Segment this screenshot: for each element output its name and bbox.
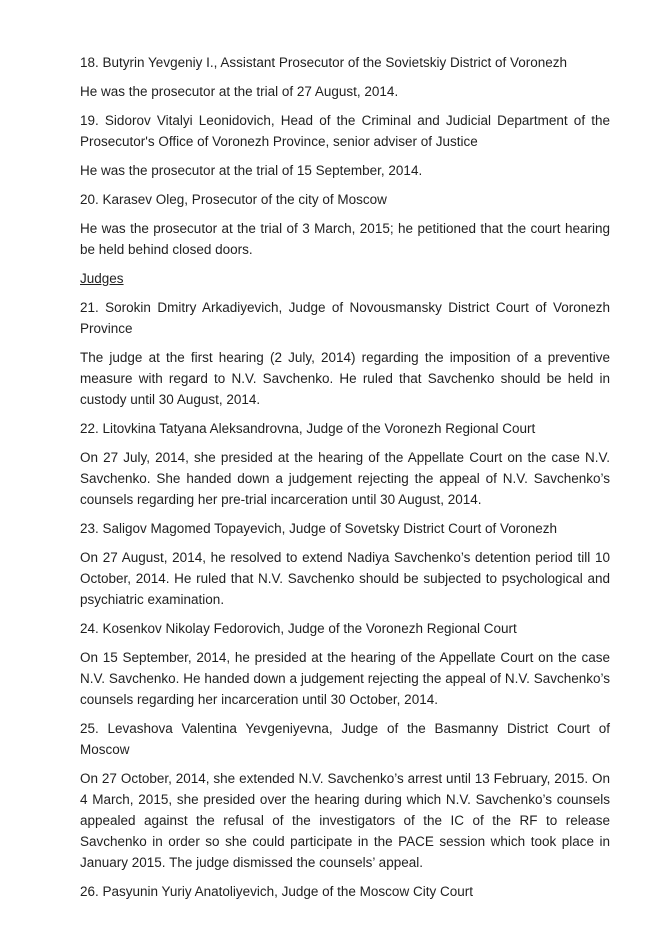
entry-21-detail: The judge at the first hearing (2 July, 2014) regarding the imposition of a preventive measure with regard to N.V. Savchenko. He ruled that Savchenko should be held in custody until 30 August, 2014. bbox=[80, 350, 610, 407]
judges-section-heading: Judges bbox=[80, 271, 124, 286]
entry-20-detail: He was the prosecutor at the trial of 3 March, 2015; he petitioned that the court hearing be held behind closed doors. bbox=[80, 221, 610, 257]
entry-19-detail: He was the prosecutor at the trial of 15 September, 2014. bbox=[80, 163, 423, 178]
entry-18-butyrin: 18. Butyrin Yevgeniy I., Assistant Prosecutor of the Sovietskiy District of Voronezh bbox=[80, 55, 567, 70]
entry-22-litovkina: 22. Litovkina Tatyana Aleksandrovna, Judge of the Voronezh Regional Court bbox=[80, 421, 536, 436]
entry-22-detail: On 27 July, 2014, she presided at the hearing of the Appellate Court on the case N.V. Savchenko. She handed down a judgement rejecting the appeal of N.V. Savchenko’s counsels regarding her pre-trial incarceration until 30 August, 2014. bbox=[80, 450, 610, 507]
entry-25-levashova: 25. Levashova Valentina Yevgeniyevna, Judge of the Basmanny District Court of Moscow bbox=[80, 721, 610, 757]
entry-24-kosenkov: 24. Kosenkov Nikolay Fedorovich, Judge of the Voronezh Regional Court bbox=[80, 621, 517, 636]
entry-23-saligov: 23. Saligov Magomed Topayevich, Judge of Sovetsky District Court of Voronezh bbox=[80, 521, 558, 536]
entry-19-sidorov: 19. Sidorov Vitalyi Leonidovich, Head of the Criminal and Judicial Department of the Prosecutor's Office of Voronezh Province, senior adviser of Justice bbox=[80, 113, 610, 149]
entry-18-detail: He was the prosecutor at the trial of 27 August, 2014. bbox=[80, 84, 399, 99]
entry-21-sorokin: 21. Sorokin Dmitry Arkadiyevich, Judge of Novousmansky District Court of Voronezh Province bbox=[80, 300, 610, 336]
entry-26-pasyunin: 26. Pasyunin Yuriy Anatoliyevich, Judge of the Moscow City Court bbox=[80, 884, 473, 899]
entry-24-detail: On 15 September, 2014, he presided at the hearing of the Appellate Court on the case N.V. Savchenko. He handed down a judgement rejecting the appeal of N.V. Savchenko’s counsels regarding her incarceration until 30 October, 2014. bbox=[80, 650, 610, 707]
entry-20-karasev: 20. Karasev Oleg, Prosecutor of the city of Moscow bbox=[80, 192, 387, 207]
entry-23-detail: On 27 August, 2014, he resolved to extend Nadiya Savchenko’s detention period till 10 October, 2014. He ruled that N.V. Savchenko should be subjected to psychological and psychiatric examination. bbox=[80, 550, 610, 607]
entry-25-detail: On 27 October, 2014, she extended N.V. Savchenko’s arrest until 13 February, 2015. On 4 March, 2015, she presided over the hearing during which N.V. Savchenko’s counsels appealed against the refusal of the investigators of the IC of the RF to release Savchenko in order so she could participate in the PACE session which took place in January 2015. The judge dismissed the counsels’ appeal. bbox=[80, 771, 610, 870]
